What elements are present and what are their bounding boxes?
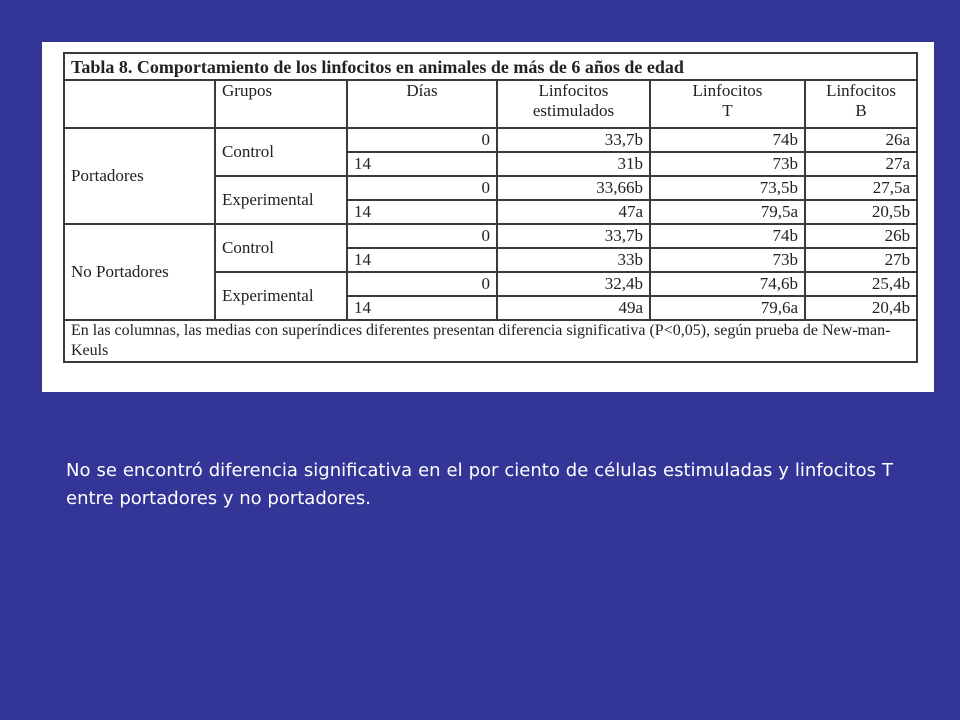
cell-dias: 14 [347, 200, 497, 224]
cell-b: 27b [805, 248, 917, 272]
cell-estimulados: 31b [497, 152, 650, 176]
cell-dias: 14 [347, 296, 497, 320]
subgroup-label: Control [215, 224, 347, 272]
cell-estimulados: 33b [497, 248, 650, 272]
subgroup-label: Experimental [215, 272, 347, 320]
table-title: Tabla 8. Comportamiento de los linfocitos en animales de más de 6 años de edad [64, 53, 917, 80]
cell-dias: 14 [347, 248, 497, 272]
cell-t: 73,5b [650, 176, 805, 200]
group-label: Portadores [64, 128, 215, 224]
cell-b: 20,4b [805, 296, 917, 320]
cell-t: 74b [650, 224, 805, 248]
cell-b: 27a [805, 152, 917, 176]
cell-b: 26b [805, 224, 917, 248]
subgroup-label: Experimental [215, 176, 347, 224]
cell-t: 79,5a [650, 200, 805, 224]
table-row [64, 128, 917, 152]
group-label: No Portadores [64, 224, 215, 320]
cell-dias: 0 [347, 224, 497, 248]
table-image-panel [42, 42, 934, 392]
cell-t: 74,6b [650, 272, 805, 296]
table-title-row [64, 53, 917, 80]
cell-dias: 0 [347, 272, 497, 296]
cell-b: 25,4b [805, 272, 917, 296]
cell-t: 74b [650, 128, 805, 152]
cell-t: 79,6a [650, 296, 805, 320]
header-grupos: Grupos [215, 80, 347, 128]
table-row [64, 224, 917, 248]
table-header-row [64, 80, 917, 128]
cell-dias: 0 [347, 176, 497, 200]
header-linfocitos-t: Linfocitos T [650, 80, 805, 128]
cell-b: 26a [805, 128, 917, 152]
cell-estimulados: 49a [497, 296, 650, 320]
cell-t: 73b [650, 248, 805, 272]
slide-caption: No se encontró diferencia significativa en el por ciento de células estimuladas y linfocitos T entre portadores y no portadores. [66, 460, 893, 509]
cell-b: 20,5b [805, 200, 917, 224]
lymphocyte-table [63, 52, 918, 363]
header-empty [64, 80, 215, 128]
header-linfocitos-estimulados: Linfocitos estimulados [497, 80, 650, 128]
table-footnote-row [64, 320, 917, 362]
header-dias: Días [347, 80, 497, 128]
cell-estimulados: 47a [497, 200, 650, 224]
subgroup-label: Control [215, 128, 347, 176]
cell-dias: 14 [347, 152, 497, 176]
cell-b: 27,5a [805, 176, 917, 200]
cell-estimulados: 33,7b [497, 224, 650, 248]
table-footnote: En las columnas, las medias con superíndices diferentes presentan diferencia significativa (P<0,05), según prueba de New-man-Keuls [64, 320, 917, 362]
cell-t: 73b [650, 152, 805, 176]
cell-estimulados: 32,4b [497, 272, 650, 296]
header-linfocitos-b: Linfocitos B [805, 80, 917, 128]
cell-dias: 0 [347, 128, 497, 152]
cell-estimulados: 33,7b [497, 128, 650, 152]
cell-estimulados: 33,66b [497, 176, 650, 200]
